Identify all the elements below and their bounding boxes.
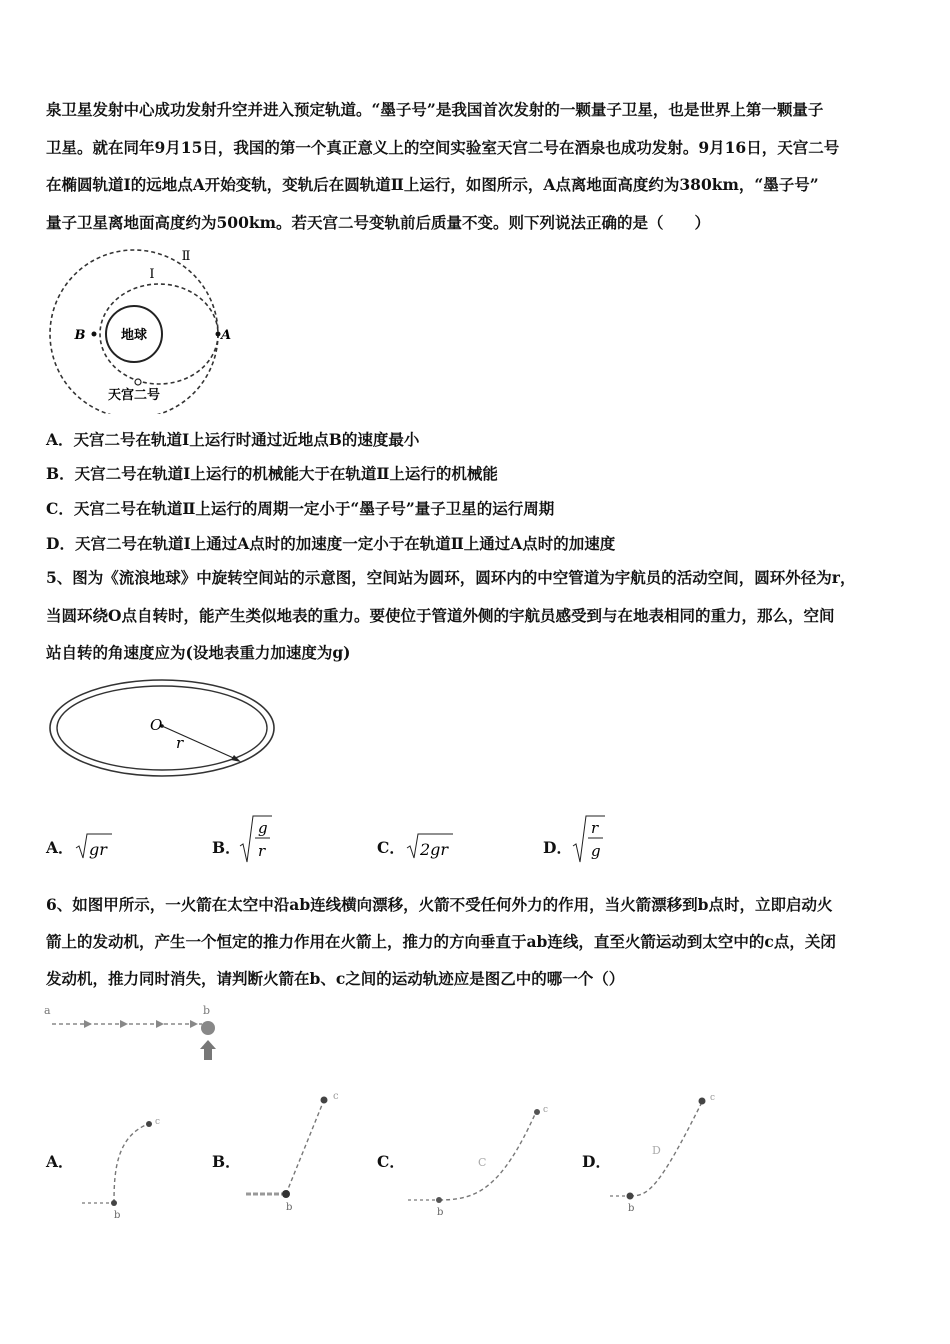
q4-stem-line-1: 泉卫星发射中心成功发射升空并进入预定轨道。“墨子号”是我国首次发射的一颗量子卫星，也是世界上第一颗量子 bbox=[46, 100, 824, 119]
q5-option-c-label: C． bbox=[377, 838, 405, 857]
drift-arrow-3 bbox=[156, 1020, 164, 1028]
q4-option-a: A．天宫二号在轨道Ⅰ上运行时通过近地点B的速度最小 bbox=[46, 430, 420, 449]
station-dot bbox=[135, 379, 141, 385]
q6-option-c-label: C． bbox=[377, 1152, 405, 1171]
q5-stem-line-3: 站自转的角速度应为(设地表重力加速度为g) bbox=[46, 643, 351, 662]
q5-option-c bbox=[377, 836, 405, 858]
q5-stem-line-2: 当圆环绕O点自转时，能产生类似地表的重力。要使位于管道外侧的宇航员感受到与在地表相同的重力，那么，空间 bbox=[46, 606, 835, 625]
q6-stem-line-3: 发动机，推力同时消失，请判断火箭在b、c之间的运动轨迹应是图乙中的哪一个（） bbox=[46, 969, 625, 988]
q5-option-c-radicand: 2gr bbox=[420, 840, 449, 859]
radius-label: r bbox=[176, 734, 184, 752]
thrust-arrow-shaft bbox=[204, 1048, 212, 1060]
point-b-label: B bbox=[74, 328, 86, 343]
q5-option-c-formula bbox=[405, 830, 455, 862]
point-c-dot bbox=[534, 1109, 540, 1115]
point-b-label: b bbox=[437, 1207, 444, 1218]
q5-option-d-label: D． bbox=[543, 838, 572, 857]
q4-option-c: C．天宫二号在轨道Ⅱ上运行的周期一定小于“墨子号”量子卫星的运行周期 bbox=[46, 499, 555, 518]
point-a-label: a bbox=[44, 1004, 51, 1017]
earth-label: 地球 bbox=[120, 328, 148, 343]
point-c-label: c bbox=[333, 1091, 339, 1102]
q6-stem-line-1: 6、如图甲所示，一火箭在太空中沿ab连线横向漂移，火箭不受任何外力的作用，当火箭漂移到b点时，立即启动火 bbox=[46, 895, 833, 914]
q4-option-d: D．天宫二号在轨道Ⅰ上通过A点时的加速度一定小于在轨道Ⅱ上通过A点时的加速度 bbox=[46, 534, 616, 553]
trajectory bbox=[630, 1102, 702, 1196]
q5-ring-figure bbox=[48, 676, 280, 788]
q5-stem-line-1: 5、图为《流浪地球》中旋转空间站的示意图，空间站为圆环，圆环内的中空管道为宇航员的活动空间，圆环外径为r， bbox=[46, 568, 856, 587]
point-b-label: b bbox=[286, 1202, 293, 1213]
q6-option-c-figure bbox=[406, 1100, 558, 1220]
q6-option-b-label: B． bbox=[212, 1152, 241, 1171]
point-a-label: A bbox=[220, 328, 232, 343]
q4-stem-line-3: 在椭圆轨道Ⅰ的远地点A开始变轨，变轨后在圆轨道Ⅱ上运行，如图所示，A点离地面高度约为380km，“墨子号” bbox=[46, 175, 819, 194]
q4-stem-line-4: 量子卫星离地面高度约为500km。若天宫二号变轨前后质量不变。则下列说法正确的是（ ） bbox=[46, 213, 710, 232]
q4-stem-line-2: 卫星。就在同年9月15日，我国的第一个真正意义上的空间实验室天宫二号在酒泉也成功发射。9月16日，天宫二号 bbox=[46, 138, 840, 157]
curve-letter: C bbox=[478, 1156, 487, 1169]
point-c-label: c bbox=[710, 1093, 716, 1103]
q5-option-b-label: B． bbox=[212, 838, 241, 857]
q5-option-b-formula bbox=[238, 812, 274, 866]
trajectory bbox=[286, 1100, 324, 1194]
station-label: 天宫二号 bbox=[107, 388, 161, 403]
q6-option-a-label: A． bbox=[46, 1152, 74, 1171]
q5-option-a-label: A． bbox=[46, 838, 74, 857]
q5-option-b bbox=[212, 836, 241, 858]
q5-option-d-numerator: r bbox=[591, 819, 599, 837]
point-c-dot bbox=[699, 1098, 706, 1105]
point-b-dot bbox=[111, 1200, 117, 1206]
radius-line bbox=[162, 726, 238, 760]
point-c-dot bbox=[321, 1097, 328, 1104]
point-c-label: c bbox=[543, 1105, 549, 1115]
q6-option-d-figure bbox=[608, 1090, 728, 1220]
point-b-dot bbox=[627, 1193, 634, 1200]
q5-option-a bbox=[46, 836, 74, 858]
q5-option-b-numerator: g bbox=[258, 819, 268, 837]
trajectory bbox=[114, 1124, 148, 1203]
point-a-dot bbox=[216, 332, 221, 337]
drift-arrow-4 bbox=[190, 1020, 198, 1028]
trajectory bbox=[439, 1112, 536, 1200]
q6-figure-jia bbox=[42, 1000, 232, 1066]
point-b-label: b bbox=[628, 1203, 635, 1214]
q5-option-d bbox=[543, 836, 572, 858]
q4-option-b: B．天宫二号在轨道Ⅰ上运行的机械能大于在轨道Ⅱ上运行的机械能 bbox=[46, 464, 498, 483]
point-b-dot bbox=[282, 1190, 290, 1198]
center-o-label: O bbox=[150, 716, 163, 734]
point-c-label: c bbox=[155, 1117, 161, 1127]
q5-option-d-denominator: g bbox=[591, 842, 601, 860]
point-b-label: b bbox=[203, 1004, 211, 1017]
point-b-dot bbox=[436, 1197, 442, 1203]
rocket-ball bbox=[201, 1021, 215, 1035]
drift-arrow-2 bbox=[120, 1020, 128, 1028]
q6-stem-line-2: 箭上的发动机，产生一个恒定的推力作用在火箭上，推力的方向垂直于ab连线，直至火箭运动到太空中的c点，关闭 bbox=[46, 932, 836, 951]
q5-option-a-formula bbox=[74, 830, 114, 862]
q6-option-d-label: D． bbox=[582, 1152, 611, 1171]
q4-orbit-figure bbox=[44, 244, 244, 414]
thrust-arrow-head bbox=[200, 1040, 216, 1049]
curve-letter: D bbox=[652, 1144, 661, 1157]
point-b-label: b bbox=[114, 1210, 121, 1221]
q5-option-a-radicand: gr bbox=[89, 840, 107, 859]
point-c-dot bbox=[146, 1121, 152, 1127]
q6-option-b-figure bbox=[244, 1088, 348, 1218]
q5-option-b-denominator: r bbox=[258, 842, 266, 860]
orbit-ii-label: Ⅱ bbox=[181, 249, 191, 264]
q6-option-a-figure bbox=[76, 1112, 172, 1222]
q5-option-d-formula bbox=[571, 812, 607, 866]
orbit-i-label: Ⅰ bbox=[149, 267, 155, 282]
drift-arrow-1 bbox=[84, 1020, 92, 1028]
point-b-dot bbox=[92, 332, 97, 337]
